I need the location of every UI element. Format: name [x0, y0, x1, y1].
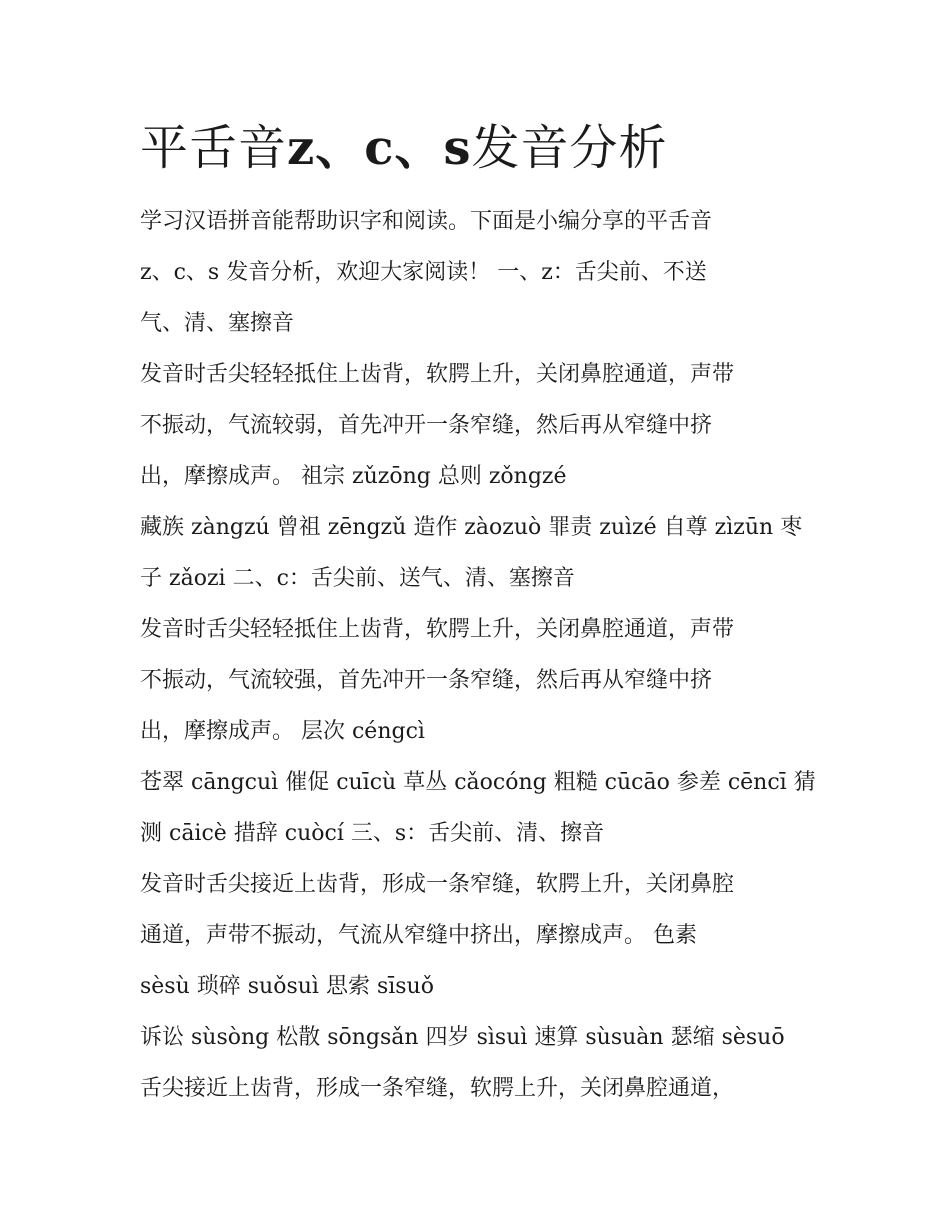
page-title [140, 112, 830, 184]
body-text [140, 196, 830, 1114]
body-line: 出，摩擦成声。 祖宗 zǔzōng 总则 zǒngzé [140, 464, 567, 489]
body-line: 舌尖接近上齿背，形成一条窄缝，软腭上升，关闭鼻腔通道， [140, 1076, 735, 1101]
body-line: 气、清、塞擦音 [140, 311, 295, 336]
title-suffix: 发音分析 [471, 120, 668, 176]
body-line: 测 cāicè 措辞 cuòcí 三、s：舌尖前、清、擦音 [140, 821, 605, 846]
body-line: 通道，声带不振动，气流从窄缝中挤出，摩擦成声。 色素 [140, 923, 697, 948]
body-line: z、c、s 发音分析，欢迎大家阅读！ 一、z：舌尖前、不送 [140, 260, 707, 285]
body-line: 学习汉语拼音能帮助识字和阅读。下面是小编分享的平舌音 [140, 209, 713, 234]
body-line: 出，摩擦成声。 层次 céngcì [140, 719, 425, 744]
body-line: 发音时舌尖接近上齿背，形成一条窄缝，软腭上升，关闭鼻腔 [140, 872, 735, 897]
body-line: sèsù 琐碎 suǒsuì 思索 sīsuǒ [140, 974, 434, 999]
title-prefix: 平舌音 [140, 120, 288, 176]
title-latin: z、c、s [287, 120, 472, 176]
body-line: 发音时舌尖轻轻抵住上齿背，软腭上升，关闭鼻腔通道，声带 [140, 362, 735, 387]
document-page [140, 112, 830, 1114]
body-line: 子 zǎozi 二、c：舌尖前、送气、清、塞擦音 [140, 566, 575, 591]
body-line: 不振动，气流较弱，首先冲开一条窄缝，然后再从窄缝中挤 [140, 413, 713, 438]
body-line: 苍翠 cāngcuì 催促 cuīcù 草丛 cǎocóng 粗糙 cūcāo 参差 cēncī 猜 [140, 770, 816, 795]
body-line: 不振动，气流较强，首先冲开一条窄缝，然后再从窄缝中挤 [140, 668, 713, 693]
body-line: 诉讼 sùsòng 松散 sōngsǎn 四岁 sìsuì 速算 sùsuàn 瑟缩 sèsuō [140, 1025, 785, 1050]
body-line: 发音时舌尖轻轻抵住上齿背，软腭上升，关闭鼻腔通道，声带 [140, 617, 735, 642]
body-line: 藏族 zàngzú 曾祖 zēngzǔ 造作 zàozuò 罪责 zuìzé 自尊 zìzūn 枣 [140, 515, 803, 540]
